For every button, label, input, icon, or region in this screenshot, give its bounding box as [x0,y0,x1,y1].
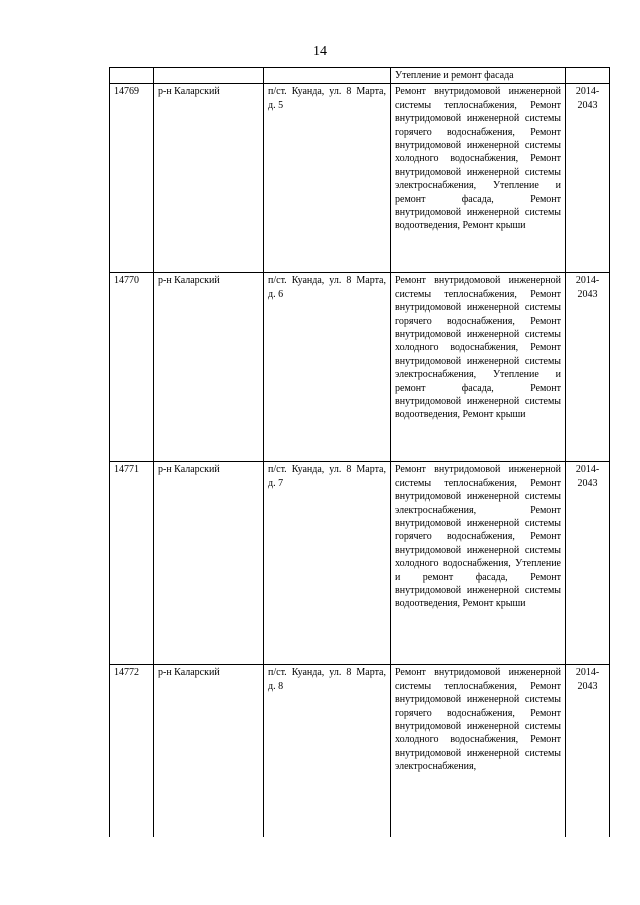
table-row [110,273,610,462]
page-number: 14 [313,44,327,59]
cell-address: п/ст. Куанда, ул. 8 Марта, д. 6 [264,273,391,462]
cell-period: 2014-2043 [566,84,610,273]
cell-district: р-н Каларский [154,462,264,665]
cell-id: 14770 [110,273,154,462]
cell-id: 14769 [110,84,154,273]
cell-period: 2014-2043 [566,462,610,665]
cell-id: 14772 [110,665,154,838]
cell-address: п/ст. Куанда, ул. 8 Марта, д. 7 [264,462,391,665]
table-row [110,665,610,838]
cell-district: р-н Каларский [154,84,264,273]
cell-works: Ремонт внутридомовой инженерной системы теплоснабжения, Ремонт внутридомовой инженерной системы горячего водоснабжения, Ремонт внутридомовой инженерной системы холодного водоснабжения, Ремонт внутридомовой инженерной системы электроснабжения, [391,665,566,838]
cell-district: р-н Каларский [154,273,264,462]
table-row [110,462,610,665]
cell-period-empty [566,68,610,84]
cell-address-empty [264,68,391,84]
cell-district-empty [154,68,264,84]
repair-schedule-table [109,67,610,837]
table-row [110,84,610,273]
cell-works: Ремонт внутридомовой инженерной системы теплоснабжения, Ремонт внутридомовой инженерной системы горячего водоснабжения, Ремонт внутридомовой инженерной системы холодного водоснабжения, Ремонт внутридомовой инженерной системы электроснабжения, Утепление и ремонт фасада, Ремонт внутридомовой инженерной системы водоотведения, Ремонт крыши [391,84,566,273]
cell-works: Ремонт внутридомовой инженерной системы теплоснабжения, Ремонт внутридомовой инженерной системы горячего водоснабжения, Ремонт внутридомовой инженерной системы холодного водоснабжения, Ремонт внутридомовой инженерной системы электроснабжения, Утепление и ремонт фасада, Ремонт внутридомовой инженерной системы водоотведения, Ремонт крыши [391,273,566,462]
cell-id: 14771 [110,462,154,665]
cell-address: п/ст. Куанда, ул. 8 Марта, д. 5 [264,84,391,273]
cell-id-empty [110,68,154,84]
cell-address: п/ст. Куанда, ул. 8 Марта, д. 8 [264,665,391,838]
cell-works: Утепление и ремонт фасада [391,68,566,84]
cell-works: Ремонт внутридомовой инженерной системы теплоснабжения, Ремонт внутридомовой инженерной системы электроснабжения, Ремонт внутридомовой инженерной системы горячего водоснабжения, Ремонт внутридомовой инженерной системы холодного водоснабжения, Утепление и ремонт фасада, Ремонт внутридомовой инженерной системы водоотведения, Ремонт крыши [391,462,566,665]
table-row-continuation [110,68,610,84]
cell-period: 2014-2043 [566,273,610,462]
cell-period: 2014-2043 [566,665,610,838]
cell-district: р-н Каларский [154,665,264,838]
